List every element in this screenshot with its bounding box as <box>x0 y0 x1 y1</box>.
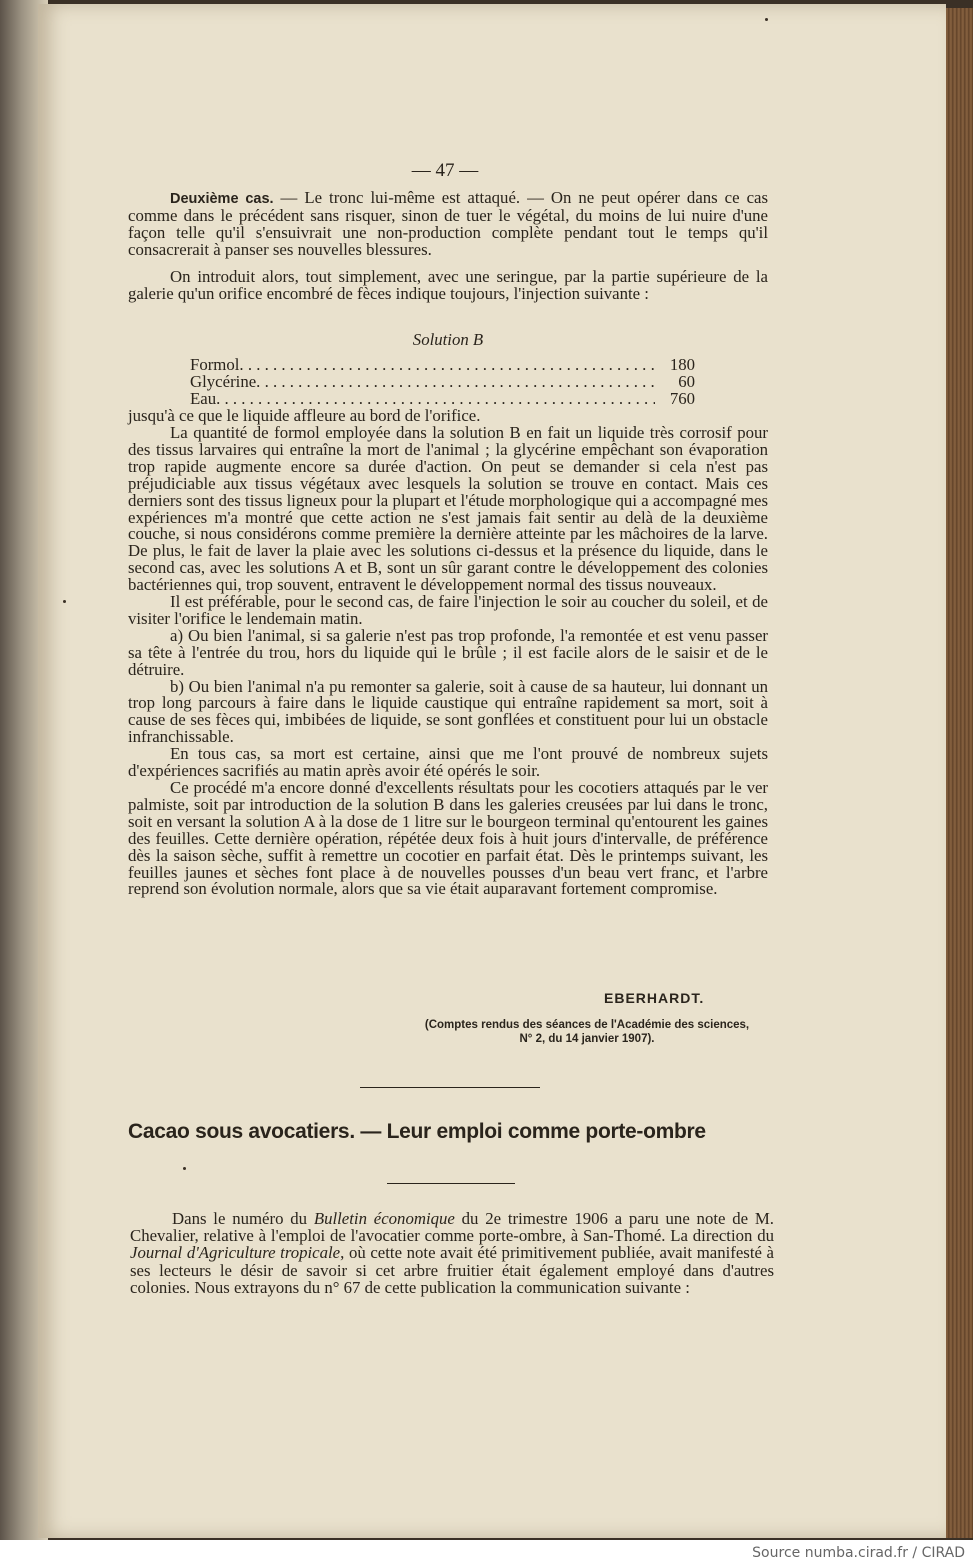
intro-text: Dans le numéro du <box>172 1209 314 1228</box>
solution-name: Eau <box>190 389 217 409</box>
paragraph-after-solution: jusqu'à ce que le liquide affleure au bord de l'orifice. <box>128 406 481 426</box>
paragraph-procede: Ce procédé m'a encore donné d'excellents résultats pour les cocotiers attaqués par le ver palmiste, soit par introduction de la solution B dans les galeries creusées par lui dans le tronc, soit en versant la solution A à la dose de 1 litre sur le bourgeon terminal qu'entourent les gaines des feuilles. Cette dernière opération, répétée deux fois à huit jours d'intervalle, de préférence dès la saison sèche, suffit à remettre un cocotier en parfait état. Dès le printemps suivant, les feuilles jaunes et sèches font place à de nouvelles pousses d'un beau vert franc, et l'arbre reprend son évolution normale, alors que sa vie était auparavant fortement compromise. <box>128 778 768 899</box>
lead-rest: — Le tronc lui-même est attaqué. — On ne peut opérer dans ce cas comme dans le précédent sans risquer, sinon de tuer le végétal, du moins de lui nuire d'une façon telle qu'il s'ensuivrait une non-production complète pendant tout le temps qu'il consacrerait à panser ses nouvelles blessures. <box>128 188 768 259</box>
lead-bold: Deuxième cas. <box>170 191 274 207</box>
paper-speck <box>63 600 66 603</box>
solution-row <box>190 374 695 391</box>
leader-dots <box>256 374 655 391</box>
paragraph-tous-cas: En tous cas, sa mort est certaine, ainsi que me l'ont prouvé de nombreux sujets d'expériences sacrifiés au matin après avoir été opérés le soir. <box>128 744 768 781</box>
reference-line: N° 2, du 14 janvier 1907). <box>519 1033 655 1045</box>
reference-line: (Comptes rendus des séances de l'Académie des sciences, <box>424 1019 750 1031</box>
reference-citation <box>398 1018 776 1046</box>
solution-qty: 60 <box>678 372 695 392</box>
solution-qty: 760 <box>669 389 695 409</box>
solution-qty: 180 <box>669 355 695 375</box>
publication-title: Journal d'Agriculture tropicale <box>130 1243 341 1263</box>
solution-name: Formol <box>190 355 240 375</box>
page-number: — 47 — <box>411 160 479 181</box>
paragraph-deuxieme-cas <box>128 190 768 259</box>
paper-speck <box>765 18 768 21</box>
section-heading: Cacao sous avocatiers. — Leur emploi comme porte-ombre <box>128 1120 706 1143</box>
paper-speck <box>183 1167 186 1170</box>
publication-title: Bulletin économique <box>313 1209 455 1228</box>
intro-text: , où cette note avait été primitivement publiée, avait manifesté à ses lecteurs le désir de savoir si cet arbre fruitier était également employé dans d'autres colonies. Nous extrayons du n° 67 de cette publication la communication suivante : <box>130 1243 774 1297</box>
solution-name: Glycérine <box>190 372 257 392</box>
section-divider <box>360 1087 540 1088</box>
intro-text: du 2e trimestre 1906 a paru une note de M. Chevalier, relative à l'emploi de l'avocatier comme porte-ombre, à San-Thomé. La direction du <box>130 1209 775 1246</box>
solution-row <box>190 357 695 374</box>
source-credit: Source numba.cirad.fr / CIRAD <box>752 1545 965 1561</box>
heading-underline <box>387 1183 515 1184</box>
paragraph-injection: On introduit alors, tout simplement, avec une seringue, par la partie supérieure de la galerie qu'un orifice encombré de fèces indique toujours, l'injection suivante : <box>128 266 768 303</box>
solution-title: Solution B <box>412 330 484 350</box>
paragraph-soir: Il est préférable, pour le second cas, de faire l'injection le soir au coucher du soleil, et de visiter l'orifice le lendemain matin. <box>128 592 768 628</box>
paragraph-a: a) Ou bien l'animal, si sa galerie n'est pas trop profonde, l'a remontée et est venu passer sa tête à l'entrée du trou, hors du liquide qui le brûle ; il est facile alors de le saisir et de le détruire. <box>128 625 768 679</box>
leader-dots <box>239 357 655 374</box>
paragraph-intro <box>130 1210 774 1296</box>
author-signature: EBERHARDT. <box>604 990 705 1006</box>
section2-text <box>130 1210 774 1296</box>
paragraph-b: b) Ou bien l'animal n'a pu remonter sa galerie, soit à cause de sa hauteur, lui donnant un trop long parcours à faire dans le liquide caustique qui entraîne rapidement sa mort, soit à cause de ses fèces qui, imbibées de liquide, se sont gonflées et constituent pour lui un obstacle infranchissable. <box>128 676 768 747</box>
paragraph-formol: La quantité de formol employée dans la solution B en fait un liquide très corrosif pour des tissus larvaires qui entraîne la mort de l'animal ; la glycérine empêchant son évaporation trop rapide augmente encore sa durée d'action. On peut se demander si cela n'est pas préjudiciable aux tissus végétaux avec lesquels la solution se trouve en contact. Mais ces derniers sont des tissus ligneux pour la plupart et l'étude morphologique qui a accompagné mes expériences m'a montré que cette action ne s'est jamais fait sentir au delà de la deuxième couche, si nous considérons comme première la dernière atteinte par les mâchoires de la larve. De plus, le fait de laver la plaie avec les solutions ci-dessus et la présence du liquide, dans le second cas, avec les solutions A et B, sont un sûr garant contre le développement des colonies bactériennes qui, trop souvent, entravent le développement normal des tissus nouveaux. <box>128 422 768 595</box>
section1-text <box>128 190 768 898</box>
